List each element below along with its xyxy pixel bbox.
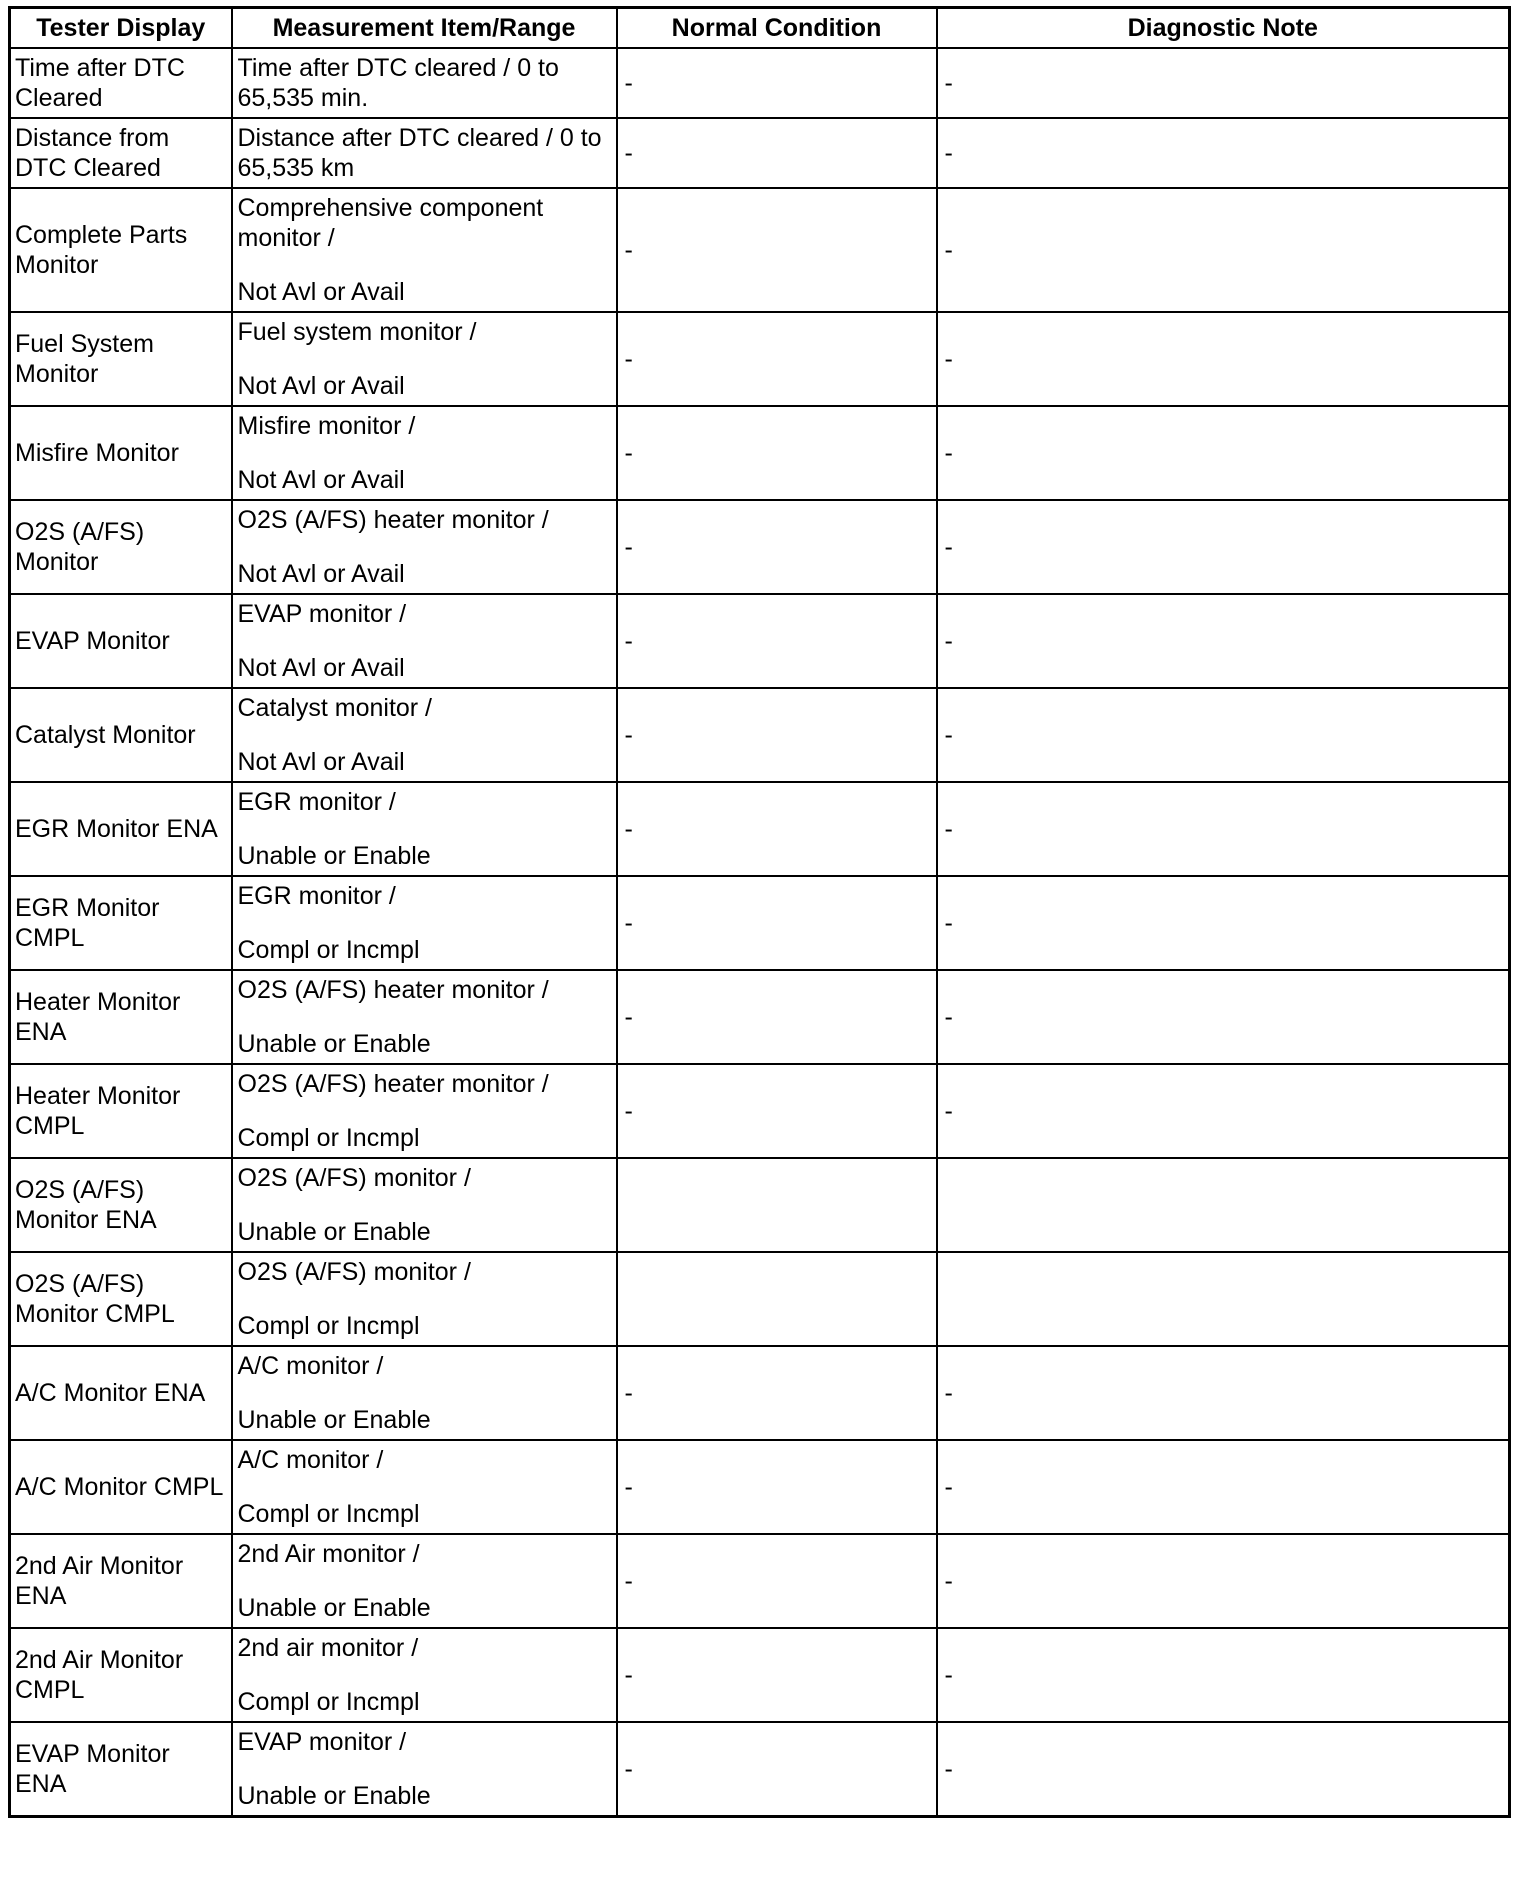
tester-display-cell: Misfire Monitor (10, 406, 232, 500)
tester-display-cell: O2S (A/FS) Monitor ENA (10, 1158, 232, 1252)
measurement-spacer (238, 535, 612, 559)
measurement-item: Fuel system monitor / (237, 318, 477, 346)
measurement-spacer (238, 347, 612, 371)
normal-condition-cell: - (617, 1628, 937, 1722)
tester-display-cell: Heater Monitor ENA (10, 970, 232, 1064)
measurement-item-cell (232, 312, 617, 406)
measurement-item-cell (232, 1440, 617, 1534)
measurement-item: 2nd air monitor / (237, 1634, 419, 1662)
measurement-item-cell (232, 406, 617, 500)
table-row (10, 876, 1510, 970)
tester-display-cell: Heater Monitor CMPL (10, 1064, 232, 1158)
normal-condition-cell: - (617, 312, 937, 406)
table-row (10, 1628, 1510, 1722)
table-row (10, 406, 1510, 500)
measurement-spacer (238, 817, 612, 841)
diagnostic-note-cell: - (937, 406, 1510, 500)
measurement-range: Compl or Incmpl (237, 936, 420, 964)
table-row (10, 1064, 1510, 1158)
diagnostic-note-cell (937, 1252, 1510, 1346)
measurement-spacer (238, 1381, 612, 1405)
table-row (10, 1158, 1510, 1252)
data-list-table (8, 6, 1511, 1818)
measurement-item: O2S (A/FS) monitor / (237, 1164, 471, 1192)
table-body (10, 48, 1510, 1817)
measurement-range: Unable or Enable (237, 842, 431, 870)
normal-condition-cell: - (617, 1346, 937, 1440)
diagnostic-note-cell: - (937, 1722, 1510, 1817)
measurement-spacer (238, 1757, 612, 1781)
measurement-range: Not Avl or Avail (237, 748, 405, 776)
measurement-item: EGR monitor / (237, 882, 396, 910)
measurement-item: O2S (A/FS) heater monitor / (237, 976, 549, 1004)
measurement-item: A/C monitor / (237, 1446, 384, 1474)
measurement-item: EVAP monitor / (237, 1728, 407, 1756)
diagnostic-note-cell (937, 1158, 1510, 1252)
tester-display-cell: Complete Parts Monitor (10, 188, 232, 312)
table-row (10, 970, 1510, 1064)
normal-condition-cell (617, 1252, 937, 1346)
measurement-range: Not Avl or Avail (237, 372, 405, 400)
measurement-item-cell (232, 118, 617, 188)
measurement-item: A/C monitor / (237, 1352, 384, 1380)
normal-condition-cell: - (617, 688, 937, 782)
table-header (10, 8, 1510, 49)
normal-condition-cell: - (617, 876, 937, 970)
measurement-item: O2S (A/FS) heater monitor / (237, 506, 549, 534)
measurement-spacer (238, 1475, 612, 1499)
diagnostic-note-cell: - (937, 688, 1510, 782)
normal-condition-cell: - (617, 48, 937, 118)
diagnostic-note-cell: - (937, 1534, 1510, 1628)
measurement-item-cell (232, 1722, 617, 1817)
tester-display-cell: Catalyst Monitor (10, 688, 232, 782)
measurement-item: O2S (A/FS) monitor / (237, 1258, 471, 1286)
normal-condition-cell: - (617, 1440, 937, 1534)
measurement-item: Misfire monitor / (237, 412, 416, 440)
diagnostic-note-cell: - (937, 1628, 1510, 1722)
measurement-item-cell (232, 970, 617, 1064)
measurement-item: Time after DTC cleared / 0 to 65,535 min. (237, 54, 559, 112)
header-diagnostic-note: Diagnostic Note (937, 8, 1510, 49)
measurement-item-cell (232, 1346, 617, 1440)
table-row (10, 1722, 1510, 1817)
diagnostic-note-cell: - (937, 188, 1510, 312)
measurement-spacer (238, 629, 612, 653)
measurement-range: Not Avl or Avail (237, 278, 405, 306)
measurement-item-cell (232, 1628, 617, 1722)
measurement-item: Distance after DTC cleared / 0 to 65,535 km (237, 124, 602, 182)
normal-condition-cell: - (617, 970, 937, 1064)
measurement-spacer (238, 723, 612, 747)
measurement-item: EVAP monitor / (237, 600, 407, 628)
table-row (10, 594, 1510, 688)
tester-display-cell: O2S (A/FS) Monitor CMPL (10, 1252, 232, 1346)
measurement-item: 2nd Air monitor / (237, 1540, 420, 1568)
measurement-item-cell (232, 782, 617, 876)
tester-display-cell: EVAP Monitor ENA (10, 1722, 232, 1817)
diagnostic-note-cell: - (937, 782, 1510, 876)
normal-condition-cell: - (617, 1064, 937, 1158)
measurement-item-cell (232, 48, 617, 118)
tester-display-cell: O2S (A/FS) Monitor (10, 500, 232, 594)
header-tester-display: Tester Display (10, 8, 232, 49)
measurement-item: O2S (A/FS) heater monitor / (237, 1070, 549, 1098)
table-row (10, 312, 1510, 406)
tester-display-cell: Time after DTC Cleared (10, 48, 232, 118)
measurement-spacer (238, 911, 612, 935)
measurement-item-cell (232, 688, 617, 782)
measurement-spacer (238, 1663, 612, 1687)
normal-condition-cell: - (617, 406, 937, 500)
table-row (10, 500, 1510, 594)
measurement-range: Unable or Enable (237, 1406, 431, 1434)
tester-display-cell: 2nd Air Monitor CMPL (10, 1628, 232, 1722)
table-row (10, 48, 1510, 118)
measurement-range: Compl or Incmpl (237, 1688, 420, 1716)
normal-condition-cell: - (617, 1534, 937, 1628)
normal-condition-cell: - (617, 118, 937, 188)
measurement-range: Compl or Incmpl (237, 1500, 420, 1528)
table-row (10, 188, 1510, 312)
measurement-item-cell (232, 1158, 617, 1252)
table-row (10, 688, 1510, 782)
diagnostic-note-cell: - (937, 1064, 1510, 1158)
measurement-item-cell (232, 876, 617, 970)
measurement-range: Not Avl or Avail (237, 654, 405, 682)
tester-display-cell: 2nd Air Monitor ENA (10, 1534, 232, 1628)
measurement-spacer (238, 441, 612, 465)
diagnostic-note-cell: - (937, 500, 1510, 594)
tester-display-cell: A/C Monitor CMPL (10, 1440, 232, 1534)
measurement-range: Not Avl or Avail (237, 560, 405, 588)
measurement-range: Unable or Enable (237, 1030, 431, 1058)
measurement-item: Comprehensive component monitor / (237, 194, 544, 252)
measurement-range: Unable or Enable (237, 1782, 431, 1810)
measurement-spacer (238, 253, 612, 277)
normal-condition-cell: - (617, 188, 937, 312)
measurement-range: Not Avl or Avail (237, 466, 405, 494)
measurement-item: EGR monitor / (237, 788, 396, 816)
measurement-spacer (238, 1287, 612, 1311)
measurement-spacer (238, 1099, 612, 1123)
diagnostic-note-cell: - (937, 594, 1510, 688)
measurement-spacer (238, 1193, 612, 1217)
measurement-range: Unable or Enable (237, 1594, 431, 1622)
normal-condition-cell: - (617, 1722, 937, 1817)
table-row (10, 1346, 1510, 1440)
data-list-sheet (8, 6, 1508, 1818)
measurement-item-cell (232, 1252, 617, 1346)
tester-display-cell: EGR Monitor CMPL (10, 876, 232, 970)
normal-condition-cell (617, 1158, 937, 1252)
tester-display-cell: Distance from DTC Cleared (10, 118, 232, 188)
measurement-item-cell (232, 1534, 617, 1628)
measurement-item-cell (232, 188, 617, 312)
diagnostic-note-cell: - (937, 312, 1510, 406)
measurement-range: Unable or Enable (237, 1218, 431, 1246)
table-row (10, 118, 1510, 188)
diagnostic-note-cell: - (937, 970, 1510, 1064)
diagnostic-note-cell: - (937, 876, 1510, 970)
diagnostic-note-cell: - (937, 1440, 1510, 1534)
header-normal-condition: Normal Condition (617, 8, 937, 49)
measurement-item-cell (232, 1064, 617, 1158)
diagnostic-note-cell: - (937, 118, 1510, 188)
table-row (10, 1440, 1510, 1534)
table-row (10, 1534, 1510, 1628)
normal-condition-cell: - (617, 500, 937, 594)
measurement-item-cell (232, 500, 617, 594)
measurement-item-cell (232, 594, 617, 688)
tester-display-cell: A/C Monitor ENA (10, 1346, 232, 1440)
measurement-item: Catalyst monitor / (237, 694, 433, 722)
measurement-spacer (238, 1569, 612, 1593)
table-row (10, 1252, 1510, 1346)
measurement-range: Compl or Incmpl (237, 1312, 420, 1340)
measurement-range: Compl or Incmpl (237, 1124, 420, 1152)
tester-display-cell: Fuel System Monitor (10, 312, 232, 406)
tester-display-cell: EGR Monitor ENA (10, 782, 232, 876)
header-row (10, 8, 1510, 49)
normal-condition-cell: - (617, 782, 937, 876)
diagnostic-note-cell: - (937, 48, 1510, 118)
table-row (10, 782, 1510, 876)
measurement-spacer (238, 1005, 612, 1029)
normal-condition-cell: - (617, 594, 937, 688)
tester-display-cell: EVAP Monitor (10, 594, 232, 688)
header-measurement-item-range: Measurement Item/Range (232, 8, 617, 49)
diagnostic-note-cell: - (937, 1346, 1510, 1440)
